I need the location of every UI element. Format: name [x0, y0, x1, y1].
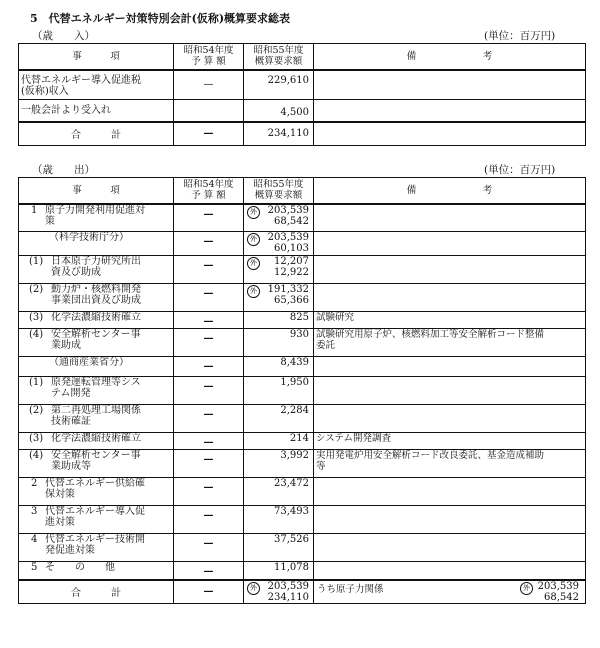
- total-prev: —: [174, 580, 244, 604]
- row-prev: —: [174, 204, 244, 232]
- header-note: 備 考: [314, 178, 586, 204]
- row-prev: —: [174, 405, 244, 433]
- table-row: [19, 450, 586, 478]
- row-prev: —: [174, 312, 244, 329]
- outside-mark-icon: 外: [247, 257, 260, 270]
- row-number: (1): [29, 256, 44, 267]
- header-request: 昭和55年度 概算要求額: [244, 178, 314, 204]
- total-label: 合 計: [19, 122, 174, 146]
- row-number: (4): [29, 450, 44, 461]
- row-note: [314, 100, 586, 122]
- row-note: [314, 204, 586, 232]
- row-note: [314, 232, 586, 256]
- row-request: 73,493: [274, 506, 309, 517]
- row-request: 4,500: [244, 100, 314, 122]
- table-row: [19, 478, 586, 506]
- row-request: 203,539 60,103: [267, 232, 309, 254]
- table-row: [19, 562, 586, 580]
- row-prev: —: [174, 357, 244, 377]
- row-item: 原子力開発利用促進対 策: [45, 204, 145, 227]
- row-item: 第二再処理工場関係 技術確証: [51, 405, 141, 427]
- expenditure-table: [18, 177, 586, 604]
- row-request: 23,472: [274, 478, 309, 489]
- table-row: [19, 256, 586, 284]
- row-item: 化学法濃縮技術確立: [51, 433, 141, 444]
- row-prev: —: [174, 284, 244, 312]
- row-item: 代替エネルギー技術開 発促進対策: [45, 534, 145, 556]
- row-request: 37,526: [274, 534, 309, 545]
- row-prev: —: [174, 534, 244, 562]
- row-request: 214: [289, 433, 309, 444]
- total-row: [19, 122, 586, 146]
- outside-mark-icon: 外: [247, 582, 260, 595]
- row-request: 825: [289, 312, 309, 323]
- row-number: (2): [29, 284, 44, 295]
- row-number: 3: [31, 506, 38, 517]
- table-row: [19, 534, 586, 562]
- row-note: [314, 256, 586, 284]
- row-request: 203,539 68,542: [267, 204, 309, 227]
- row-request: 3,992: [280, 450, 309, 461]
- total-prev: —: [174, 122, 244, 146]
- row-prev: —: [174, 506, 244, 534]
- row-item: 動力炉・核燃料開発 事業団出資及び助成: [51, 284, 141, 306]
- table-row: [19, 100, 586, 122]
- table-row: [19, 232, 586, 256]
- row-prev: [174, 100, 244, 122]
- row-note: [314, 534, 586, 562]
- row-item: 日本原子力研究所出 資及び助成: [51, 256, 141, 278]
- revenue-caption: （歳 入）: [32, 30, 95, 42]
- header-note: 備 考: [314, 44, 586, 70]
- header-prev-budget: 昭和54年度 予 算 額: [174, 44, 244, 70]
- header-item: 事 項: [19, 44, 174, 70]
- row-prev: —: [174, 562, 244, 580]
- row-note: [314, 478, 586, 506]
- row-request: 229,610: [244, 70, 314, 100]
- revenue-table: [18, 43, 586, 146]
- row-prev: —: [174, 450, 244, 478]
- row-prev: —: [174, 329, 244, 357]
- row-request: 11,078: [274, 562, 309, 573]
- page-title: 5 代替エネルギー対策特別会計(仮称)概算要求総表: [30, 12, 291, 25]
- row-number: (3): [29, 433, 44, 444]
- row-request: 2,284: [280, 405, 309, 416]
- row-item: 安全解析センター事 業助成等: [51, 450, 141, 472]
- header-item: 事 項: [19, 178, 174, 204]
- row-number: (2): [29, 405, 44, 416]
- row-note: [314, 357, 586, 377]
- total-row: [19, 580, 586, 604]
- row-number: (3): [29, 312, 44, 323]
- row-item: （通商産業省分）: [49, 357, 129, 368]
- row-prev: —: [174, 232, 244, 256]
- row-item: 代替エネルギー供給確 保対策: [45, 478, 145, 500]
- row-number: (4): [29, 329, 44, 340]
- total-note: うち原子力関係: [317, 583, 384, 595]
- header-prev-budget: 昭和54年度 予 算 額: [174, 178, 244, 204]
- row-note: [314, 562, 586, 580]
- header-request: 昭和55年度 概算要求額: [244, 44, 314, 70]
- row-number: 2: [31, 478, 38, 489]
- row-number: 5: [31, 562, 38, 573]
- outside-mark-icon: 外: [520, 582, 533, 595]
- row-note: [314, 377, 586, 405]
- row-prev: —: [174, 478, 244, 506]
- table-row: [19, 70, 586, 100]
- row-number: (1): [29, 377, 44, 388]
- table-row: [19, 284, 586, 312]
- row-item: 代替エネルギー導入促 進対策: [45, 506, 145, 528]
- row-item: 原発運転管理等シス テム開発: [51, 377, 141, 399]
- row-prev: —: [174, 256, 244, 284]
- row-item: 代替エネルギー導入促進税 (仮称)収入: [19, 70, 174, 100]
- table-row: [19, 312, 586, 329]
- total-label: 合 計: [19, 580, 174, 604]
- row-item: 一般会計より受入れ: [19, 100, 174, 122]
- total-request: 234,110: [244, 122, 314, 146]
- row-note: [314, 284, 586, 312]
- row-item: そ の 他: [45, 562, 115, 573]
- row-prev: —: [174, 377, 244, 405]
- table-row: [19, 506, 586, 534]
- row-item: 化学法濃縮技術確立: [51, 312, 141, 323]
- row-request: 1,950: [280, 377, 309, 388]
- row-number: 1: [31, 204, 38, 216]
- table-row: [19, 377, 586, 405]
- outside-mark-icon: 外: [247, 285, 260, 298]
- outside-mark-icon: 外: [247, 206, 260, 219]
- table-row: [19, 204, 586, 232]
- row-number: 4: [31, 534, 38, 545]
- total-note-values: 203,539 68,542: [537, 580, 579, 603]
- expenditure-caption: （歳 出）: [32, 164, 95, 176]
- row-request: 930: [289, 329, 309, 340]
- row-request: 8,439: [280, 357, 309, 368]
- expenditure-unit: (単位：百万円): [484, 164, 556, 176]
- row-item: 安全解析センター事 業助成: [51, 329, 141, 351]
- row-item: （科学技術庁分）: [49, 232, 129, 243]
- outside-mark-icon: 外: [247, 233, 260, 246]
- row-note: [314, 506, 586, 534]
- table-row: [19, 329, 586, 357]
- row-note: システム開発調査: [314, 433, 586, 450]
- row-note: [314, 70, 586, 100]
- row-request: 191,332 65,366: [267, 284, 309, 306]
- table-row: [19, 405, 586, 433]
- table-row: [19, 433, 586, 450]
- row-prev: —: [174, 433, 244, 450]
- table-row: [19, 357, 586, 377]
- row-request: 12,207 12,922: [274, 256, 309, 278]
- revenue-unit: (単位：百万円): [484, 30, 556, 42]
- row-prev: —: [174, 70, 244, 100]
- total-request: 203,539 234,110: [267, 580, 309, 603]
- row-note: 試験研究用原子炉、核燃料加工等安全解析コード整備 委託: [314, 329, 586, 357]
- row-note: [314, 405, 586, 433]
- row-note: 実用発電炉用安全解析コード改良委託、基金造成補助 等: [314, 450, 586, 478]
- row-note: 試験研究: [314, 312, 586, 329]
